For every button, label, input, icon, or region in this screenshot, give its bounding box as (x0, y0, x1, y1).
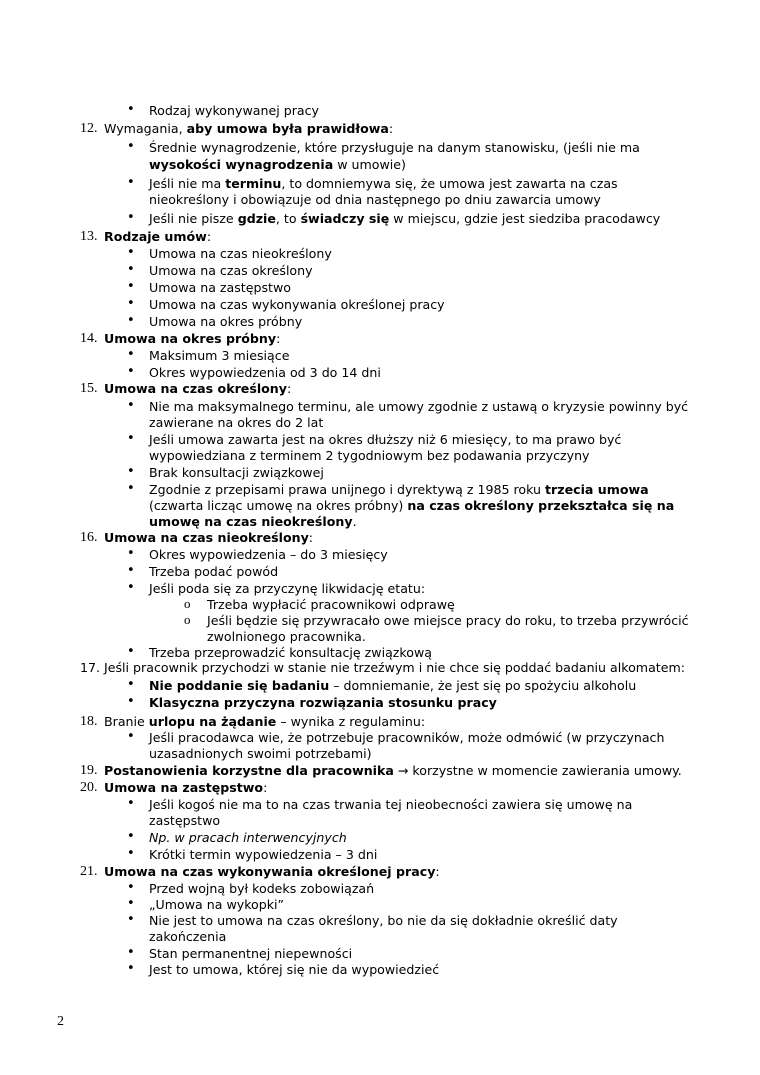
list-item: Maksimum 3 miesiące (149, 348, 290, 363)
bullet: • (127, 102, 135, 117)
list-item-cont: nieokreślony i obowiązuje od dnia następnego po dniu zawarcia umowy (149, 192, 601, 207)
list-item: Jeśli poda się za przyczynę likwidację etatu: (149, 581, 426, 596)
list-item: Umowa na zastępstwo (149, 280, 291, 295)
list-item-cont: wysokości wynagrodzenia w umowie) (149, 157, 406, 172)
list-item: Jeśli kogoś nie ma to na czas trwania tej nieobecności zawiera się umowę na (149, 797, 633, 812)
bullet: • (127, 694, 135, 709)
list-item-cont: zakończenia (149, 929, 227, 944)
bullet: • (127, 431, 135, 446)
bullet: • (127, 210, 135, 225)
list-item-cont: uzasadnionych swoimi potrzebami) (149, 746, 372, 761)
list-item: Jeśli pracodawca wie, że potrzebuje pracowników, może odmówić (w przyczynach (149, 730, 665, 745)
list-item: Stan permanentnej niepewności (149, 946, 353, 961)
section-heading-19: Postanowienia korzystne dla pracownika → korzystne w momencie zawierania umowy. (104, 763, 682, 778)
bullet: • (127, 896, 135, 911)
list-item: Jeśli umowa zawarta jest na okres dłuższy niż 6 miesięcy, to ma prawo być (149, 432, 622, 447)
bullet: • (127, 677, 135, 692)
section-heading-13: Rodzaje umów: (104, 229, 212, 244)
list-item-cont: wypowiedziana z terminem 2 tygodniowym bez podawania przyczyny (149, 448, 590, 463)
list-item: Nie ma maksymalnego terminu, ale umowy zgodnie z ustawą o kryzysie powinny być (149, 399, 689, 414)
item-number: 13. (80, 229, 98, 244)
list-item: Nie jest to umowa na czas określony, bo nie da się dokładnie określić daty (149, 913, 618, 928)
item-number: 21. (80, 864, 98, 879)
list-item: Jest to umowa, której się nie da wypowiedzieć (149, 962, 440, 977)
item-number: 20. (80, 780, 98, 795)
bullet: • (127, 347, 135, 362)
item-number: 14. (80, 331, 98, 346)
item-number: 16. (80, 530, 98, 545)
bullet: • (127, 175, 135, 190)
item-number: 19. (80, 763, 98, 778)
list-item: Klasyczna przyczyna rozwiązania stosunku pracy (149, 695, 497, 710)
list-item: Brak konsultacji związkowej (149, 465, 324, 480)
list-item: Trzeba przeprowadzić konsultację związkową (149, 645, 432, 660)
sub-list-item-cont: zwolnionego pracownika. (207, 629, 366, 644)
list-item: Trzeba podać powód (149, 564, 279, 579)
bullet: • (127, 729, 135, 744)
list-item: „Umowa na wykopki” (149, 897, 285, 912)
list-item: Rodzaj wykonywanej pracy (149, 103, 319, 118)
list-item-cont: umowę na czas nieokreślony. (149, 514, 357, 529)
list-item: Umowa na czas nieokreślony (149, 246, 332, 261)
list-item: Jeśli nie ma terminu, to domniemywa się, że umowa jest zawarta na czas (149, 176, 618, 191)
list-item: Okres wypowiedzenia od 3 do 14 dni (149, 365, 381, 380)
bullet: • (127, 846, 135, 861)
list-item-cont: (czwarta licząc umowę na okres próbny) na czas określony przekształca się na (149, 498, 675, 513)
section-heading-16: Umowa na czas nieokreślony: (104, 530, 314, 545)
sub-bullet: o (184, 612, 191, 627)
bullet: • (127, 644, 135, 659)
bullet: • (127, 829, 135, 844)
bullet: • (127, 313, 135, 328)
bullet: • (127, 262, 135, 277)
bullet: • (127, 961, 135, 976)
bullet: • (127, 139, 135, 154)
item-number: 18. (80, 714, 98, 729)
bullet: • (127, 398, 135, 413)
bullet: • (127, 563, 135, 578)
list-item: Średnie wynagrodzenie, które przysługuje na danym stanowisku, (jeśli nie ma (149, 140, 640, 155)
list-item: Nie poddanie się badaniu – domniemanie, że jest się po spożyciu alkoholu (149, 678, 637, 693)
item-number: 15. (80, 381, 98, 396)
bullet: • (127, 481, 135, 496)
section-heading-15: Umowa na czas określony: (104, 381, 292, 396)
list-item: Krótki termin wypowiedzenia – 3 dni (149, 847, 378, 862)
page-number: 2 (57, 1014, 64, 1029)
sub-list-item: Trzeba wypłacić pracownikowi odprawę (207, 597, 455, 612)
section-heading-20: Umowa na zastępstwo: (104, 780, 268, 795)
bullet: • (127, 279, 135, 294)
section-heading-12: Wymagania, aby umowa była prawidłowa: (104, 121, 394, 136)
section-heading-17: 17. Jeśli pracownik przychodzi w stanie nie trzeźwym i nie chce się poddać badaniu alkomatem: (80, 660, 685, 675)
bullet: • (127, 296, 135, 311)
bullet: • (127, 945, 135, 960)
list-item-cont: zastępstwo (149, 813, 221, 828)
list-item: Umowa na czas wykonywania określonej pracy (149, 297, 445, 312)
bullet: • (127, 580, 135, 595)
bullet: • (127, 245, 135, 260)
bullet: • (127, 364, 135, 379)
bullet: • (127, 796, 135, 811)
sub-bullet: o (184, 596, 191, 611)
list-item: Okres wypowiedzenia – do 3 miesięcy (149, 547, 388, 562)
bullet: • (127, 880, 135, 895)
section-heading-21: Umowa na czas wykonywania określonej pracy: (104, 864, 440, 879)
list-item-cont: zawierane na okres do 2 lat (149, 415, 324, 430)
bullet: • (127, 912, 135, 927)
section-heading-14: Umowa na okres próbny: (104, 331, 281, 346)
bullet: • (127, 464, 135, 479)
list-item: Przed wojną był kodeks zobowiązań (149, 881, 375, 896)
list-item: Umowa na okres próbny (149, 314, 303, 329)
list-item: Zgodnie z przepisami prawa unijnego i dyrektywą z 1985 roku trzecia umowa (149, 482, 649, 497)
bullet: • (127, 546, 135, 561)
list-item: Jeśli nie pisze gdzie, to świadczy się w miejscu, gdzie jest siedziba pracodawcy (149, 211, 661, 226)
item-number: 12. (80, 121, 98, 136)
list-item: Umowa na czas określony (149, 263, 313, 278)
sub-list-item: Jeśli będzie się przywracało owe miejsce pracy do roku, to trzeba przywrócić (207, 613, 689, 628)
section-heading-18: Branie urlopu na żądanie – wynika z regulaminu: (104, 714, 426, 729)
list-item: Np. w pracach interwencyjnych (149, 830, 347, 845)
